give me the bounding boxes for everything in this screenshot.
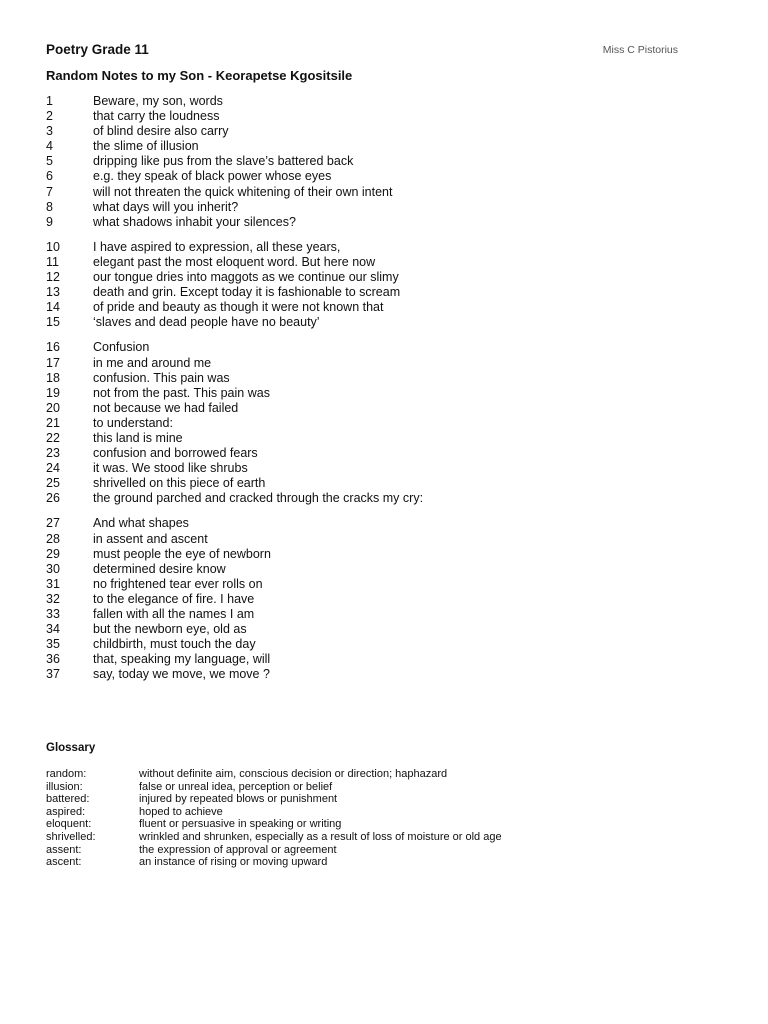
- line-text: say, today we move, we move ?: [93, 667, 270, 682]
- course-title: Poetry Grade 11: [46, 42, 149, 57]
- poem-line: [46, 386, 726, 401]
- line-text: of pride and beauty as though it were not known that: [93, 300, 384, 315]
- glossary-term: aspired:: [46, 805, 86, 818]
- line-text: but the newborn eye, old as: [93, 622, 247, 637]
- glossary-definition: fluent or persuasive in speaking or writing: [139, 818, 342, 831]
- glossary-term: random:: [46, 768, 87, 780]
- line-number: 22: [46, 430, 60, 445]
- poem-line: [46, 607, 726, 622]
- glossary-list: [46, 768, 726, 869]
- line-text: Beware, my son, words: [93, 94, 223, 108]
- poem-title: Random Notes to my Son - Keorapetse Kgositsile: [46, 68, 353, 83]
- glossary-heading: Glossary: [46, 742, 96, 754]
- poem-line: [46, 154, 726, 169]
- line-number: 11: [46, 254, 59, 269]
- glossary-definition: injured by repeated blows or punishment: [139, 793, 338, 806]
- line-number: 10: [46, 239, 60, 254]
- glossary-term: illusion:: [46, 780, 83, 793]
- poem-line: [46, 476, 726, 491]
- poem-line: [46, 637, 726, 652]
- line-text: what shadows inhabit your silences?: [93, 214, 296, 229]
- poem-line: [46, 185, 726, 200]
- glossary-entry: [46, 856, 726, 869]
- line-text: not because we had failed: [93, 400, 239, 415]
- line-text: Confusion: [93, 340, 150, 355]
- line-number: 7: [46, 184, 53, 199]
- glossary-term: eloquent:: [46, 818, 92, 831]
- line-text: the ground parched and cracked through the cracks my cry:: [93, 491, 424, 506]
- poem-line: [46, 169, 726, 184]
- line-number: 23: [46, 446, 60, 461]
- line-text: in assent and ascent: [93, 531, 208, 546]
- line-text: e.g. they speak of black power whose eyes: [93, 169, 332, 184]
- line-text: ‘slaves and dead people have no beauty’: [93, 315, 320, 330]
- poem-line: [46, 300, 726, 315]
- line-number: 6: [46, 169, 53, 184]
- poem-line: [46, 371, 726, 386]
- teacher-name: Miss C Pistorius: [602, 44, 678, 56]
- poem-line: [46, 461, 726, 476]
- line-number: 29: [46, 546, 60, 561]
- line-number: 25: [46, 476, 60, 491]
- poem-line: [46, 667, 726, 682]
- poem-body: [46, 94, 726, 692]
- glossary-entry: [46, 818, 726, 831]
- line-number: 1: [46, 94, 53, 108]
- line-number: 12: [46, 270, 60, 285]
- poem-line: [46, 547, 726, 562]
- line-text: no frightened tear ever rolls on: [93, 576, 263, 591]
- line-number: 5: [46, 154, 53, 169]
- line-number: 18: [46, 370, 60, 385]
- glossary-definition: an instance of rising or moving upward: [139, 856, 328, 869]
- line-number: 27: [46, 516, 60, 531]
- line-text: elegant past the most eloquent word. But here now: [93, 254, 376, 269]
- line-text: to the elegance of fire. I have: [93, 591, 255, 606]
- line-text: of blind desire also carry: [93, 124, 229, 139]
- poem-line: [46, 139, 726, 154]
- line-number: 14: [46, 300, 60, 315]
- glossary-entry: [46, 781, 726, 794]
- poem-line: [46, 491, 726, 506]
- line-text: confusion. This pain was: [93, 370, 230, 385]
- poem-line: [46, 240, 726, 255]
- line-text: determined desire know: [93, 561, 226, 576]
- line-number: 4: [46, 139, 53, 154]
- glossary-entry: [46, 768, 726, 781]
- line-text: the slime of illusion: [93, 139, 199, 154]
- line-number: 15: [46, 315, 60, 330]
- line-text: what days will you inherit?: [93, 199, 239, 214]
- line-number: 33: [46, 607, 60, 621]
- poem-line: [46, 285, 726, 300]
- glossary-definition: without definite aim, conscious decision or direction; haphazard: [139, 768, 448, 780]
- glossary-term: assent:: [46, 843, 82, 856]
- stanza: [46, 516, 726, 682]
- poem-line: [46, 562, 726, 577]
- poem-line: [46, 340, 726, 355]
- line-number: 19: [46, 385, 60, 400]
- line-number: 9: [46, 214, 53, 229]
- line-number: 31: [46, 576, 60, 591]
- poem-line: [46, 446, 726, 461]
- line-text: will not threaten the quick whitening of their own intent: [93, 184, 393, 199]
- line-text: this land is mine: [93, 430, 183, 445]
- line-number: 36: [46, 652, 60, 667]
- line-number: 30: [46, 561, 60, 576]
- line-number: 26: [46, 491, 60, 506]
- line-text: confusion and borrowed fears: [93, 446, 258, 461]
- glossary-term: battered:: [46, 793, 90, 806]
- page-header: [46, 42, 678, 62]
- line-number: 3: [46, 124, 53, 139]
- poem-line: [46, 622, 726, 637]
- line-number: 24: [46, 461, 60, 476]
- line-text: And what shapes: [93, 516, 189, 531]
- poem-line: [46, 431, 726, 446]
- line-number: 8: [46, 199, 53, 214]
- line-number: 21: [46, 415, 60, 430]
- glossary-entry: [46, 793, 726, 806]
- poem-line: [46, 592, 726, 607]
- line-text: shrivelled on this piece of earth: [93, 476, 266, 491]
- line-text: dripping like pus from the slave’s battered back: [93, 154, 354, 169]
- stanza: [46, 240, 726, 331]
- line-text: in me and around me: [93, 355, 212, 370]
- glossary-term: shrivelled:: [46, 830, 96, 843]
- poem-line: [46, 356, 726, 371]
- poem-line: [46, 215, 726, 230]
- poem-line: [46, 532, 726, 547]
- poem-line: [46, 652, 726, 667]
- glossary-entry: [46, 844, 726, 857]
- poem-line: [46, 577, 726, 592]
- line-number: 2: [46, 109, 53, 124]
- stanza: [46, 94, 726, 230]
- glossary-definition: false or unreal idea, perception or belief: [139, 780, 333, 793]
- poem-line: [46, 315, 726, 330]
- glossary-term: ascent:: [46, 856, 82, 869]
- glossary-entry: [46, 831, 726, 844]
- line-number: 34: [46, 622, 60, 637]
- line-text: not from the past. This pain was: [93, 385, 270, 400]
- line-number: 13: [46, 285, 60, 300]
- line-number: 37: [46, 667, 60, 682]
- poem-line: [46, 94, 726, 109]
- line-text: death and grin. Except today it is fashionable to scream: [93, 285, 401, 300]
- poem-line: [46, 109, 726, 124]
- line-number: 32: [46, 591, 60, 606]
- poem-line: [46, 401, 726, 416]
- line-text: childbirth, must touch the day: [93, 637, 256, 652]
- glossary-entry: [46, 806, 726, 819]
- line-text: must people the eye of newborn: [93, 546, 271, 561]
- stanza: [46, 340, 726, 506]
- line-number: 17: [46, 355, 60, 370]
- line-number: 20: [46, 400, 60, 415]
- line-text: that, speaking my language, will: [93, 652, 271, 667]
- line-number: 28: [46, 531, 60, 546]
- line-number: 35: [46, 637, 60, 652]
- poem-line: [46, 200, 726, 215]
- line-text: fallen with all the names I am: [93, 607, 255, 621]
- line-text: our tongue dries into maggots as we continue our slimy: [93, 270, 399, 285]
- poem-line: [46, 124, 726, 139]
- poem-line: [46, 516, 726, 531]
- poem-line: [46, 255, 726, 270]
- line-text: that carry the loudness: [93, 109, 220, 124]
- line-number: 16: [46, 340, 60, 355]
- glossary-definition: hoped to achieve: [139, 805, 223, 818]
- poem-line: [46, 270, 726, 285]
- poem-line: [46, 416, 726, 431]
- line-text: I have aspired to expression, all these years,: [93, 239, 341, 254]
- glossary-definition: wrinkled and shrunken, especially as a result of loss of moisture or old age: [139, 830, 502, 843]
- line-text: to understand:: [93, 415, 173, 430]
- line-text: it was. We stood like shrubs: [93, 461, 248, 476]
- glossary-definition: the expression of approval or agreement: [139, 843, 337, 856]
